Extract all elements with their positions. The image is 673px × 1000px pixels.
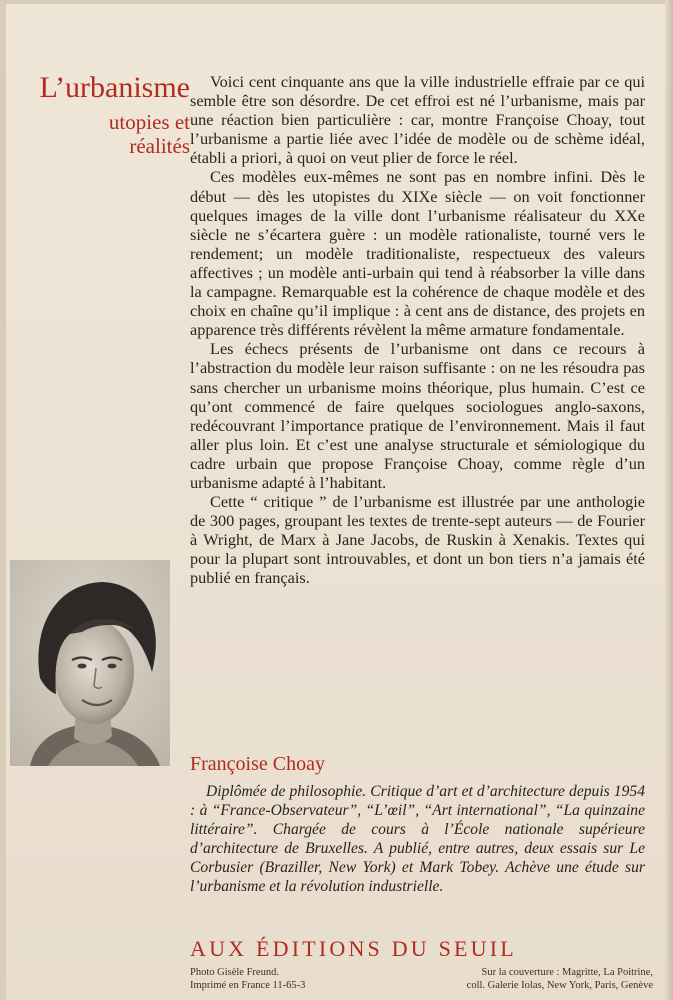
description-paragraph: Les échecs présents de l’urbanisme ont dans ce recours à l’abstraction du modèle leur raison suffisante : on ne les résoudra pas sans chercher un urbanisme moins théorique, plus humain. C’est ce qu’ont commencé de faire quelques sociologues anglo-saxons, redécouvrant l’importance pratique de l’environnement. Mais il faut aller plus loin. Et c’est une analyse structurale et sémiologique du cadre urbain que propose Françoise Choay, comme règle d’un urbanisme adapté à l’habitant.	[190, 339, 645, 492]
book-title: L’urbanisme	[39, 71, 190, 104]
photo-credit: Photo Gisèle Freund.	[190, 967, 279, 978]
subtitle-line-2: réalités	[129, 134, 190, 158]
book-subtitle	[10, 110, 190, 158]
description-paragraph: Voici cent cinquante ans que la ville industrielle effraie par ce qui semble être son désordre. De cet effroi est né l’urbanisme, mais par une réaction bien particulière : car, montre Françoise Choay, tout l’urbanisme a partie liée avec l’idée de modèle ou de schème idéal, établi a priori, à quoi on veut plier de force le réel.	[190, 72, 645, 168]
page-edge-right	[665, 0, 673, 1000]
description-paragraph: Ces modèles eux-mêmes ne sont pas en nombre infini. Dès le début — dès les utopistes du XIXe siècle — on voit fonctionner quelques images de la ville dont l’urbanisme réalisateur du XXe siècle ne s’écartera guère : un modèle rationaliste, tourné vers le rendement; un modèle traditionaliste, respectueux des valeurs affectives ; un modèle anti-urbain qui tend à réabsorber la ville dans la campagne. Remarquable est la cohérence de chaque modèle et des choix en chaîne qu’il implique : à cent ans de distance, des projets en apparence très différents révèlent la même armature fondamentale.	[190, 167, 645, 340]
author-name: Françoise Choay	[190, 753, 325, 775]
credits-left	[190, 966, 380, 992]
author-portrait-image	[10, 560, 170, 766]
author-photo	[10, 560, 170, 766]
page-edge-top	[0, 0, 673, 4]
description	[190, 72, 645, 588]
author-bio	[190, 782, 645, 896]
print-info: Imprimé en France 11-65-3	[190, 980, 306, 991]
page-edge-left	[0, 0, 6, 1000]
cover-credit-line-2: coll. Galerie Iolas, New York, Paris, Genève	[466, 980, 653, 991]
credits-right	[393, 966, 653, 992]
cover-credit-line-1: Sur la couverture : Magritte, La Poitrine,	[481, 967, 653, 978]
title-block	[10, 72, 190, 158]
description-paragraph: Cette “ critique ” de l’urbanisme est illustrée par une anthologie de 300 pages, groupant les textes de trente-sept auteurs — de Fourier à Wright, de Marx à Jane Jacobs, de Ruskin à Xenakis. Textes qui pour la plupart sont introuvables, et dont un bon tiers n’a jamais été publié en français.	[190, 492, 645, 588]
subtitle-line-1: utopies et	[108, 110, 190, 134]
author-bio-text: Diplômée de philosophie. Critique d’art et d’architecture depuis 1954 : à “France-Observateur”, “L’œil”, “Art international”, “La quinzaine littéraire”. Chargée de cours à l’École nationale supérieure d’architecture de Bruxelles. A publié, entre autres, deux essais sur Le Corbusier (Braziller, New York) et Mark Tobey. Achève une étude sur l’urbanisme et la révolution industrielle.	[190, 783, 645, 895]
publisher-name: AUX ÉDITIONS DU SEUIL	[190, 936, 517, 961]
